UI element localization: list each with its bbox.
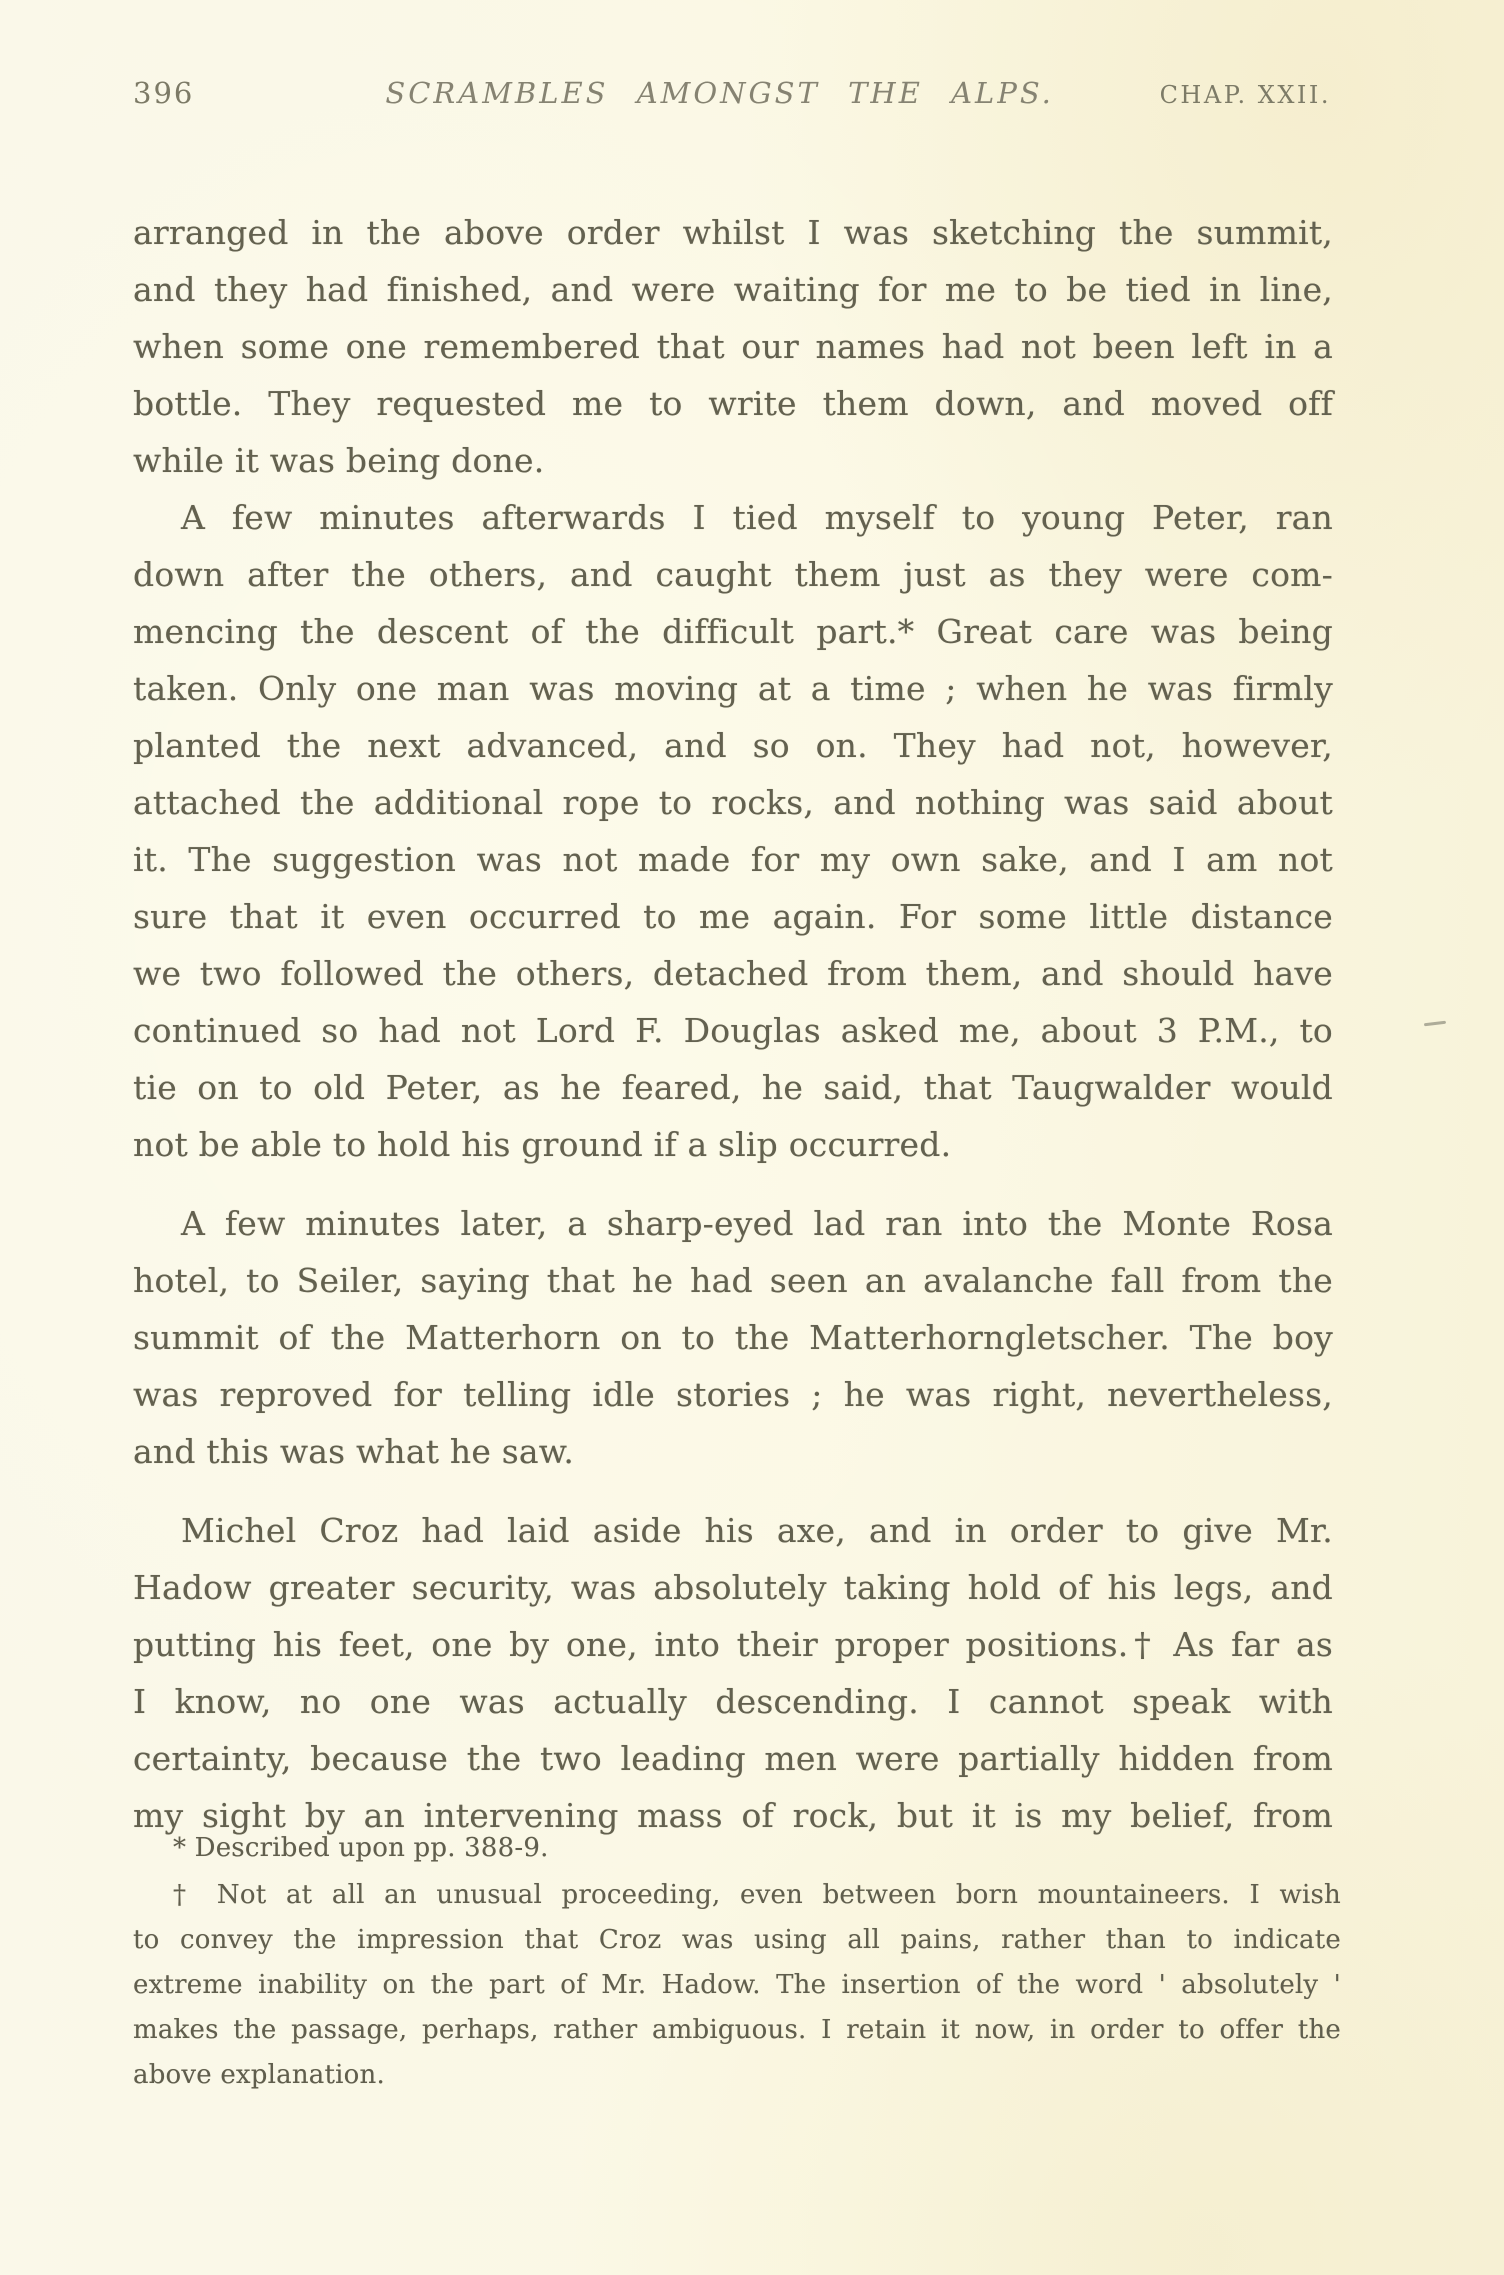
footnote-line: * Described upon pp. 388-9. bbox=[173, 1833, 549, 1863]
text-line: attached the additional rope to rocks, and nothing was said about bbox=[133, 783, 1333, 822]
text-line: was reproved for telling idle stories ; he was right, nevertheless, bbox=[133, 1375, 1333, 1414]
text-line: and this was what he saw. bbox=[133, 1432, 575, 1471]
text-line: sure that it even occurred to me again. For some little distance bbox=[133, 897, 1333, 936]
text-line: A few minutes afterwards I tied myself to young Peter, ran bbox=[181, 498, 1333, 537]
text-line: Hadow greater security, was absolutely taking hold of his legs, and bbox=[133, 1568, 1333, 1607]
footnote-2 bbox=[133, 1873, 1341, 2098]
text-line: mencing the descent of the difficult part.* Great care was being bbox=[133, 612, 1333, 651]
text-line: certainty, because the two leading men were partially hidden from bbox=[133, 1739, 1333, 1778]
text-line: hotel, to Seiler, saying that he had seen an avalanche fall from the bbox=[133, 1261, 1333, 1300]
text-line: my sight by an intervening mass of rock, but it is my belief, from bbox=[133, 1796, 1333, 1835]
text-line: arranged in the above order whilst I was sketching the summit, bbox=[133, 213, 1333, 252]
text-line: A few minutes later, a sharp-eyed lad ran into the Monte Rosa bbox=[181, 1204, 1333, 1243]
footnote-line: † Not at all an unusual proceeding, even between born mountaineers. I wish bbox=[173, 1880, 1341, 1910]
text-line: down after the others, and caught them just as they were com- bbox=[133, 555, 1333, 594]
page-header bbox=[133, 70, 1333, 110]
text-line: it. The suggestion was not made for my own sake, and I am not bbox=[133, 840, 1333, 879]
text-line: bottle. They requested me to write them down, and moved off bbox=[133, 384, 1333, 423]
text-line: taken. Only one man was moving at a time ; when he was firmly bbox=[133, 669, 1333, 708]
text-line: planted the next advanced, and so on. They had not, however, bbox=[133, 726, 1333, 765]
text-line: tie on to old Peter, as he feared, he said, that Taugwalder would bbox=[133, 1068, 1333, 1107]
paragraph-1 bbox=[133, 204, 1333, 489]
text-line: while it was being done. bbox=[133, 441, 545, 480]
paragraph-3 bbox=[133, 1195, 1333, 1480]
text-line: we two followed the others, detached from them, and should have bbox=[133, 954, 1333, 993]
footnote-1 bbox=[133, 1826, 1341, 1871]
footnote-line: makes the passage, perhaps, rather ambiguous. I retain it now, in order to offer the bbox=[133, 2015, 1341, 2045]
text-line: and they had finished, and were waiting for me to be tied in line, bbox=[133, 270, 1333, 309]
paragraph-4 bbox=[133, 1502, 1333, 1844]
footnote-line: to convey the impression that Croz was using all pains, rather than to indicate bbox=[133, 1925, 1341, 1955]
margin-pencil-mark bbox=[1424, 1021, 1446, 1027]
footnote-line: extreme inability on the part of Mr. Hadow. The insertion of the word ' absolutely ' bbox=[133, 1970, 1341, 2000]
text-line: not be able to hold his ground if a slip occurred. bbox=[133, 1125, 952, 1164]
paragraph-2 bbox=[133, 489, 1333, 1173]
chapter-label: CHAP. XXII. bbox=[1159, 81, 1331, 109]
page-number: 396 bbox=[133, 76, 195, 110]
page-body bbox=[133, 204, 1333, 1844]
running-title: SCRAMBLES AMONGST THE ALPS. bbox=[385, 76, 1054, 110]
text-line: putting his feet, one by one, into their proper positions.† As far as bbox=[133, 1625, 1333, 1664]
footnote-line: above explanation. bbox=[133, 2060, 385, 2090]
text-line: when some one remembered that our names had not been left in a bbox=[133, 327, 1333, 366]
footnotes bbox=[133, 1826, 1341, 2098]
text-line: Michel Croz had laid aside his axe, and in order to give Mr. bbox=[181, 1511, 1333, 1550]
text-line: I know, no one was actually descending. I cannot speak with bbox=[133, 1682, 1333, 1721]
text-line: summit of the Matterhorn on to the Matterhorngletscher. The boy bbox=[133, 1318, 1333, 1357]
text-line: continued so had not Lord F. Douglas asked me, about 3 P.M., to bbox=[133, 1011, 1333, 1050]
